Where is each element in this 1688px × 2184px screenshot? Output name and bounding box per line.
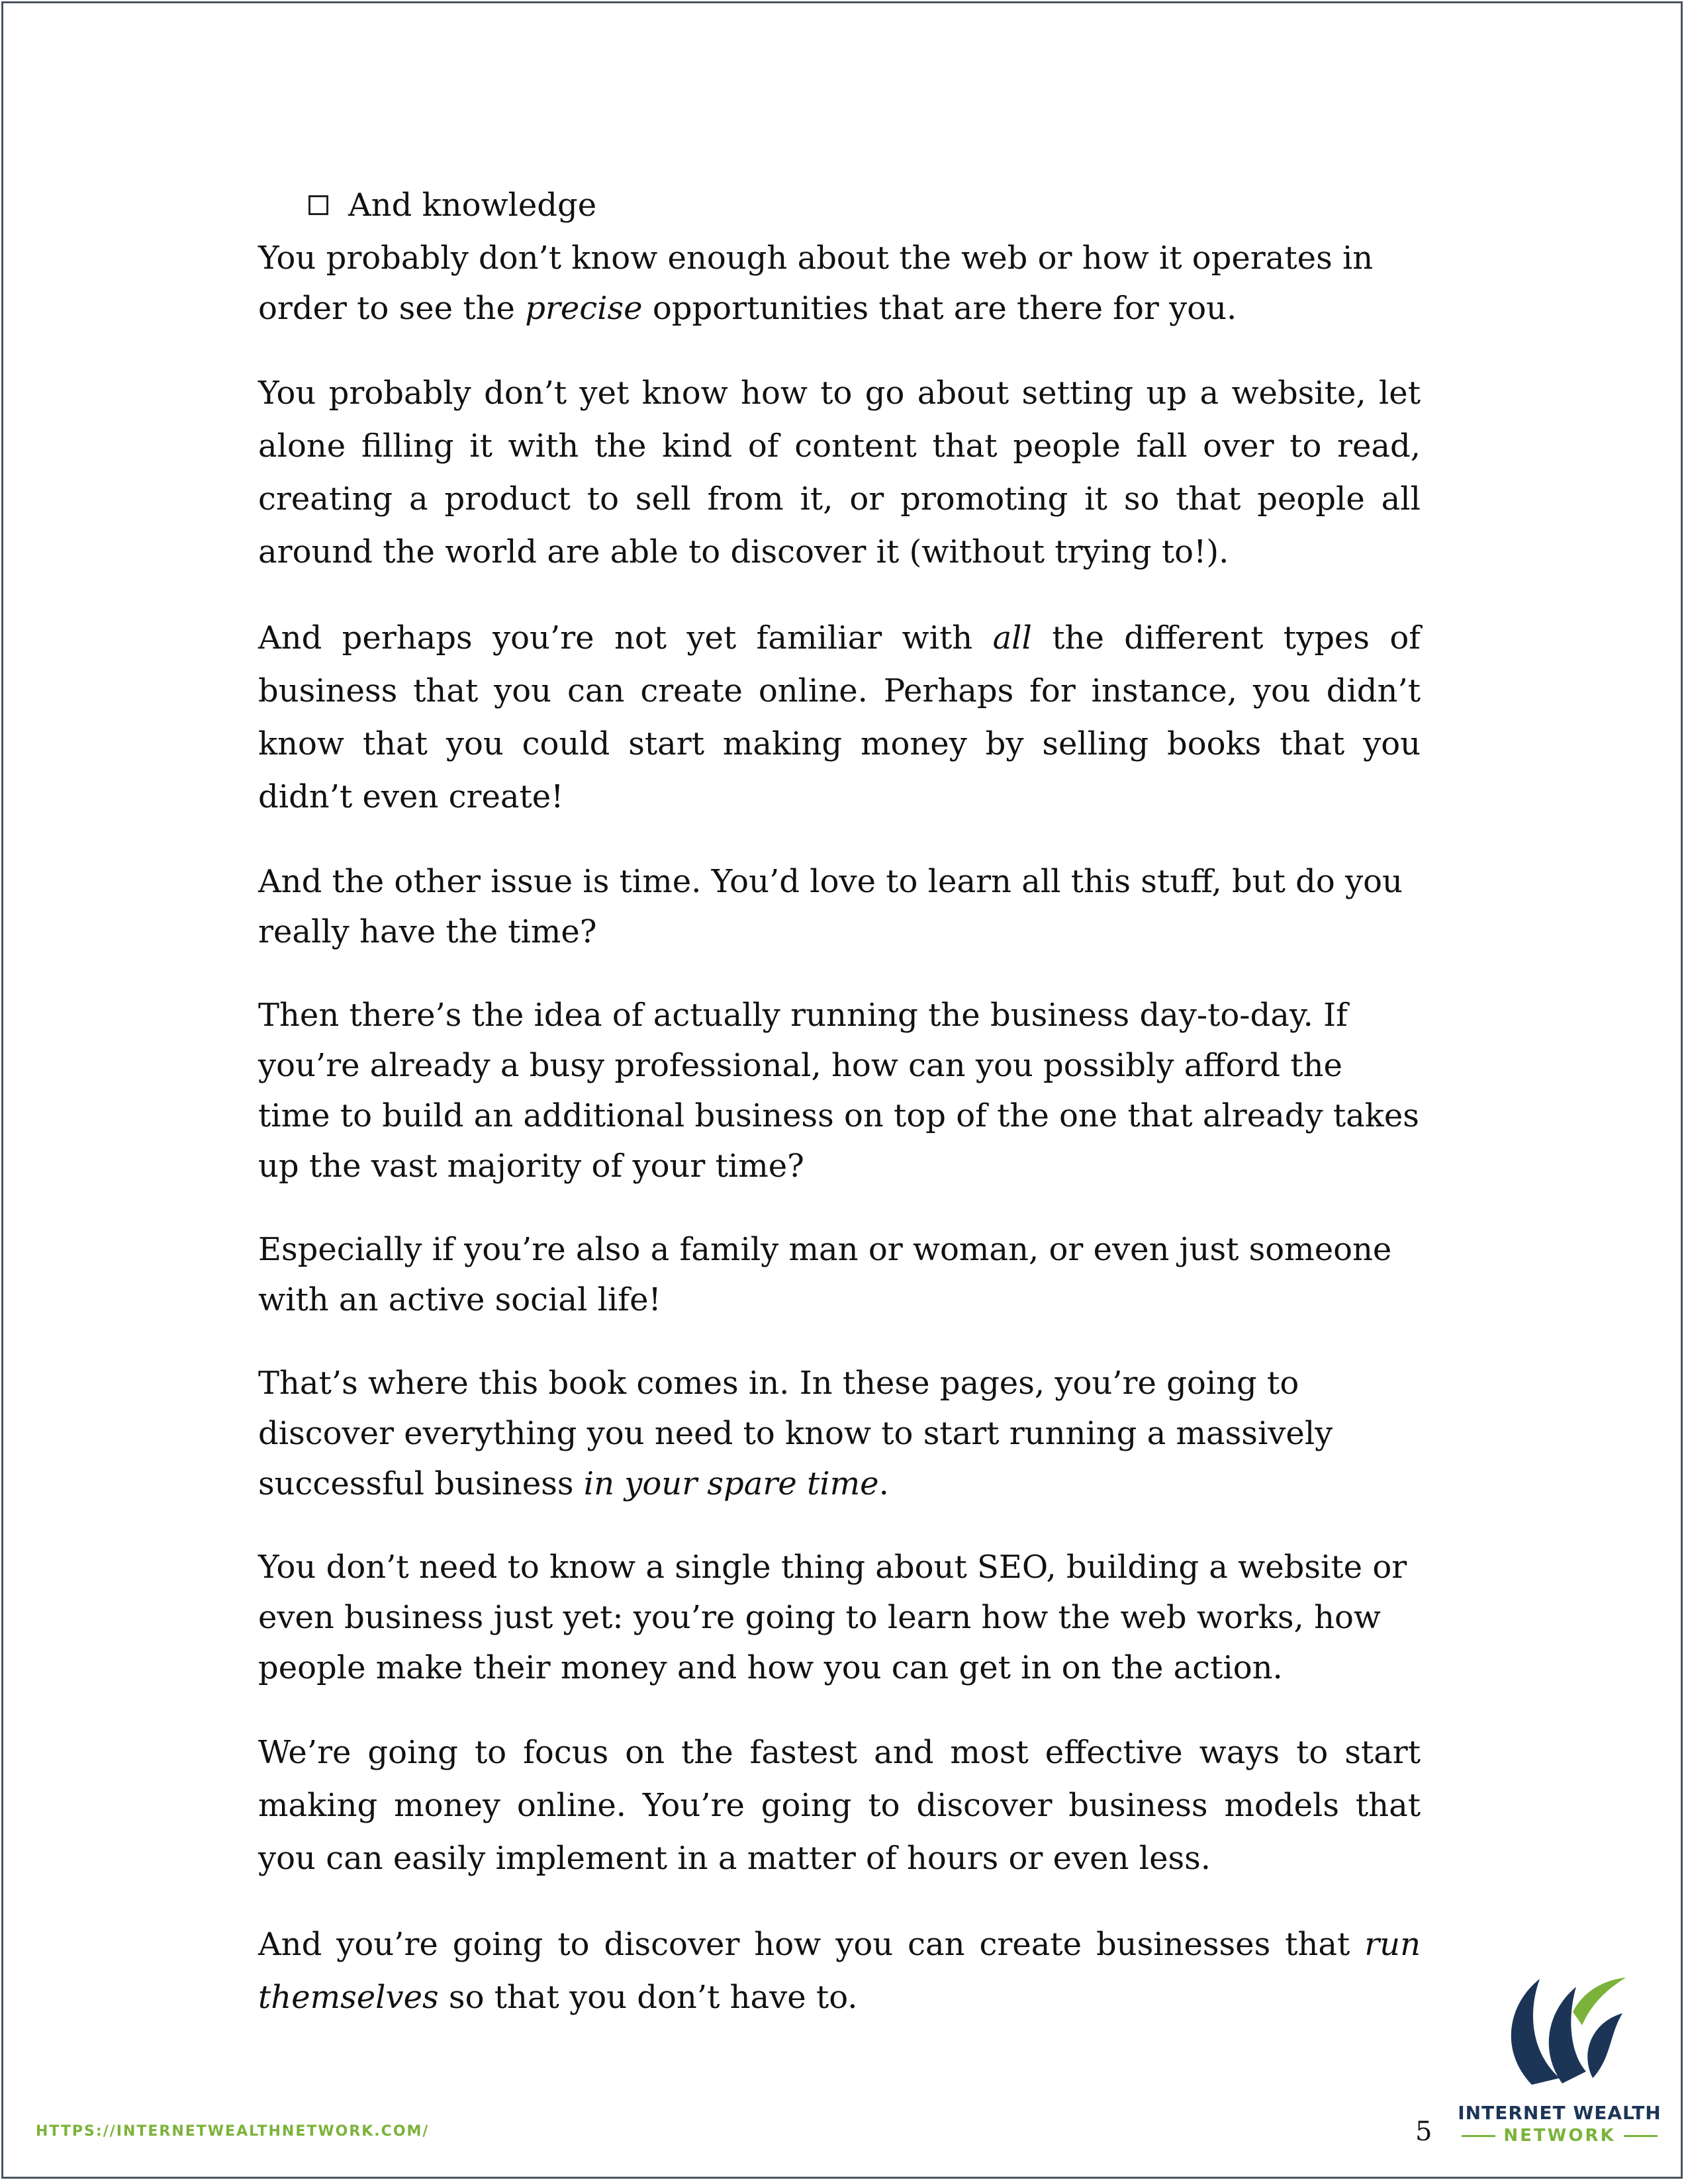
paragraph-3: And perhaps you’re not yet familiar with all the different types of business that you can create online. Perhaps for instance, you didn’t know that you could start making money by selling books that you didn’t even create! [258,619,1421,815]
paragraph-4: And the other issue is time. You’d love to learn all this stuff, but do you really have the time? [258,863,1403,950]
paragraph-5: Then there’s the idea of actually running the business day-to-day. If you’re already a busy professional, how can you possibly afford the time to build an additional business on top of the one that already takes up the vast majority of your time? [258,997,1419,1185]
checkbox-bullet-icon [308,195,328,215]
page-number: 5 [1415,2116,1432,2147]
paragraph-8: You don’t need to know a single thing about SEO, building a website or even business just yet: you’re going to learn how the web works, how people make their money and how you can get in on the action. [258,1549,1407,1686]
document-body [258,177,1421,2057]
logo-text-secondary: NETWORK [1454,2126,1665,2146]
logo-swoosh-icon [1493,1972,1626,2091]
bullet-text: And knowledge [348,187,597,224]
bullet-item [308,177,1421,233]
footer-url-link[interactable]: HTTPS://INTERNETWEALTHNETWORK.COM/ [36,2123,430,2140]
paragraph-1: You probably don’t know enough about the web or how it operates in order to see the precise opportunities that are there for you. [258,240,1374,327]
paragraph-6: Especially if you’re also a family man or woman, or even just someone with an active social life! [258,1231,1392,1318]
paragraph-7: That’s where this book comes in. In these pages, you’re going to discover everything you need to know to start running a massively successful business in your spare time. [258,1365,1333,1502]
paragraph-9: We’re going to focus on the fastest and most effective ways to start making money online. You’re going to discover business models that you can easily implement in a matter of hours or even less. [258,1734,1421,1877]
paragraph-2: You probably don’t yet know how to go about setting up a website, let alone filling it with the kind of content that people fall over to read, creating a product to sell from it, or promoting it so that people all around the world are able to discover it (without trying to!). [258,375,1421,570]
paragraph-10: And you’re going to discover how you can create businesses that run themselves so that you don’t have to. [258,1926,1421,2016]
brand-logo [1454,1972,1665,2158]
logo-rule-left [1462,2135,1495,2137]
logo-rule-right [1624,2135,1658,2137]
logo-text-primary: INTERNET WEALTH [1458,2102,1662,2124]
